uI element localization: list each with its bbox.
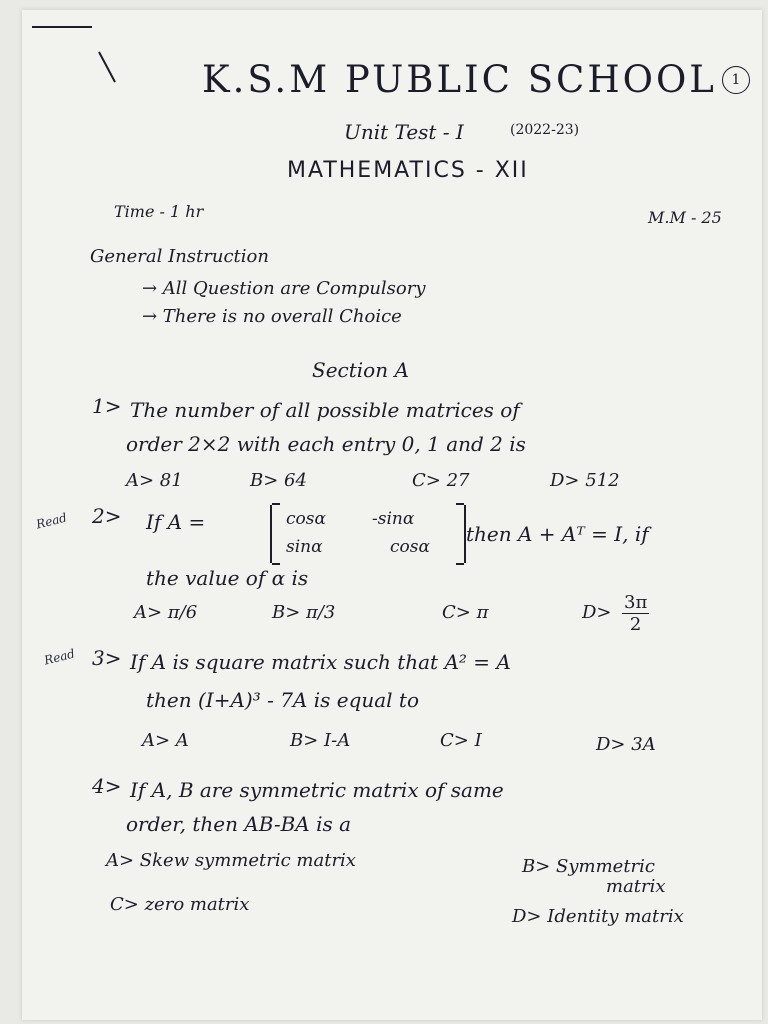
matrix-cell: -sinα bbox=[372, 509, 415, 529]
page-number: 1 bbox=[722, 66, 750, 94]
section-heading: Section A bbox=[312, 358, 409, 382]
matrix-cell: cosα bbox=[390, 537, 430, 557]
question-text: The number of all possible matrices of bbox=[130, 398, 520, 422]
question-text: then A + Aᵀ = I, if bbox=[466, 522, 649, 546]
option: D> 512 bbox=[550, 470, 620, 491]
question-text: the value of α is bbox=[146, 566, 309, 590]
option: C> I bbox=[440, 730, 482, 751]
instruction-item: → There is no overall Choice bbox=[142, 306, 402, 327]
option: matrix bbox=[606, 876, 666, 897]
margin-note: Read bbox=[34, 510, 69, 532]
subject: MATHEMATICS - XII bbox=[287, 158, 529, 183]
fraction bbox=[622, 592, 649, 635]
question-text: order, then AB-BA is a bbox=[126, 812, 352, 836]
fraction-numerator: 3π bbox=[624, 592, 648, 613]
answer-sheet bbox=[22, 10, 762, 1020]
pen-mark bbox=[32, 26, 92, 28]
school-title: K.S.M PUBLIC SCHOOL bbox=[202, 58, 717, 101]
option: A> A bbox=[142, 730, 189, 751]
question-text: If A = bbox=[146, 510, 206, 534]
question-text: If A, B are symmetric matrix of same bbox=[130, 778, 504, 802]
matrix bbox=[270, 505, 466, 563]
instruction-item: → All Question are Compulsory bbox=[142, 278, 426, 299]
option: D> 3A bbox=[596, 734, 656, 755]
option: B> I-A bbox=[290, 730, 351, 751]
time: Time - 1 hr bbox=[114, 202, 204, 221]
option: B> 64 bbox=[250, 470, 307, 491]
question-text: If A is square matrix such that A² = A bbox=[130, 650, 511, 674]
question-number: 2> bbox=[92, 504, 122, 528]
option: C> π bbox=[442, 602, 489, 623]
question-number: 4> bbox=[92, 774, 122, 798]
option: A> Skew symmetric matrix bbox=[106, 850, 356, 871]
instructions-heading: General Instruction bbox=[90, 246, 269, 267]
margin-note: Read bbox=[42, 646, 77, 668]
pen-tick bbox=[98, 52, 116, 83]
question-text: order 2×2 with each entry 0, 1 and 2 is bbox=[126, 432, 526, 456]
option: C> zero matrix bbox=[110, 894, 250, 915]
option: B> Symmetric bbox=[522, 856, 655, 877]
question-text: then (I+A)³ - 7A is equal to bbox=[146, 688, 420, 712]
option: B> π/3 bbox=[272, 602, 336, 623]
option: D> Identity matrix bbox=[512, 906, 684, 927]
question-number: 3> bbox=[92, 646, 122, 670]
test-name: Unit Test - I bbox=[344, 120, 464, 144]
fraction-denominator: 2 bbox=[629, 614, 642, 635]
max-marks: M.M - 25 bbox=[648, 208, 722, 227]
question-number: 1> bbox=[92, 394, 122, 418]
session: (2022-23) bbox=[510, 122, 580, 138]
option: A> 81 bbox=[126, 470, 183, 491]
option: C> 27 bbox=[412, 470, 470, 491]
option: D> bbox=[582, 602, 612, 623]
option: A> π/6 bbox=[134, 602, 198, 623]
matrix-cell: cosα bbox=[286, 509, 326, 529]
matrix-cell: sinα bbox=[286, 537, 323, 557]
